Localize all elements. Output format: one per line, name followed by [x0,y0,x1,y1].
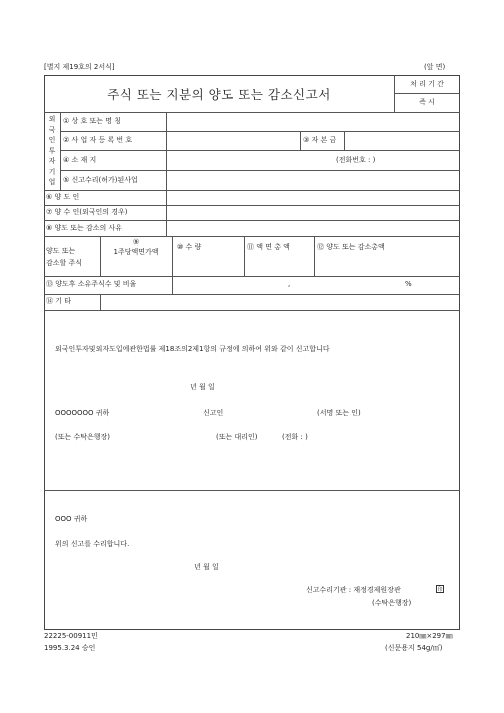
col-line [314,236,315,276]
quantity-label: ⑩ 수 량 [177,243,202,251]
agent-label: (또는 대리인) [216,433,258,441]
declaration-statement: 외국인투자및외자도입에관한법률 제18조의2제1항의 규정에 의하여 위와 같이 신고합니다 [55,345,330,353]
row-line [60,131,460,132]
shares-group-label-2: 감소할 주식 [46,259,83,267]
transfer-total-label: ⑫ 양도 또는 감소총액 [317,243,385,251]
row-line [44,112,460,113]
col-line [166,112,167,190]
row-line [44,310,460,311]
capital-label: ③ 자 본 금 [303,136,337,144]
foreign-investor-group-label: 외 국 인 투 자 기 업 [48,115,56,187]
trustee-bank-label: (또는 수탁은행장) [55,433,111,441]
remaining-shares-label: ⑬ 양도후 소유주식수 및 비율 [46,280,137,288]
row-line [44,205,460,206]
other-label: ⑭ 기 타 [46,297,71,305]
applicant-label: 신고인 [203,409,224,417]
declaration-recipient: OOOOOOO 귀하 [55,409,110,417]
company-name-label: ① 상 호 또는 명 칭 [63,117,121,125]
row-line [44,220,460,221]
paper-size: 210㎜×297㎜ [406,632,453,640]
col-line [166,190,167,236]
col-line [100,294,101,310]
reason-label: ⑧ 양도 또는 감소의 사유 [46,224,123,232]
transferor-label: ⑥ 양 도 인 [46,193,80,201]
form-number: [별지 제19호의 2서식] [44,63,115,71]
row-line [44,236,460,237]
address-phone: (전화번호 : ) [336,156,376,164]
row-line [60,170,460,171]
row-line [60,150,460,151]
address-label: ④ 소 재 지 [63,156,97,164]
acceptance-date: 년 월 일 [194,563,219,571]
row-line [44,190,460,191]
transferee-label: ⑦ 양 수 인(외국인의 경우) [46,208,128,216]
par-value-label: 1주당액면가액 [113,248,159,256]
par-value-number: ⑨ [132,238,140,246]
shares-group-label-1: 양도 또는 [46,247,76,255]
applicant-phone: (전화 : ) [282,433,308,441]
col-line [172,236,173,276]
form-code: 22225-00911민 [44,632,98,640]
approval-date: 1995.3.24 승인 [44,644,96,652]
accepting-authority: 신고수리기관 : 재정경제원장관 [306,586,401,594]
acceptance-recipient: OOO 귀하 [55,515,88,523]
declaration-date: 년 월 일 [190,383,215,391]
processing-period-label: 처 리 기 간 [410,80,444,88]
form-title: 주식 또는 지분의 양도 또는 감소신고서 [107,86,331,102]
sign-or-seal: (서명 또는 인) [317,409,361,417]
col-line [172,276,173,294]
col-line [244,236,245,276]
row-line [44,276,460,277]
page-side-label: (앞 면) [424,63,446,71]
processing-divider [394,93,460,94]
col-line [344,131,345,150]
official-seal-icon: 印 [437,586,443,593]
processing-period-value: 즉 시 [419,98,435,106]
remaining-shares-separator: , [288,280,291,288]
row-line [44,294,460,295]
row-line [44,490,460,491]
approved-business-label: ⑤ 신고수리(허가)된사업 [63,176,138,184]
acceptance-statement: 위의 신고를 수리합니다. [55,540,130,548]
total-par-label: ⑪ 액 면 총 액 [247,243,290,251]
remaining-shares-percent: % [405,280,412,288]
col-line [300,131,301,150]
business-registration-label: ② 사 업 자 등 록 번 호 [63,136,133,144]
paper-type: (신문용지 54g/㎡) [385,644,443,652]
accepting-bank: (수탁은행장) [372,599,412,607]
col-line [60,112,61,190]
